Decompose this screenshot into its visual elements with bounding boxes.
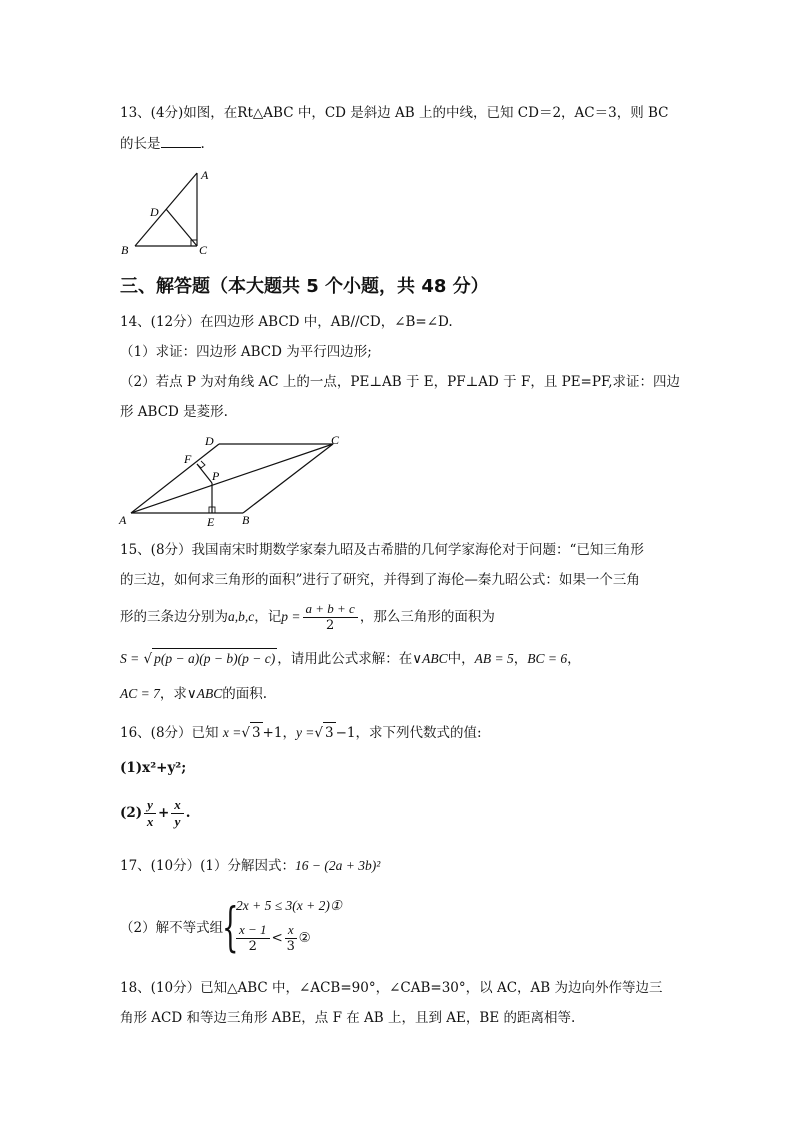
label-E: E: [207, 515, 215, 529]
y-offset: −1: [335, 725, 356, 741]
label-D: D: [205, 434, 214, 448]
plus-sign: +: [157, 805, 170, 821]
factor-expression: 16 − (2a + 3b)²: [294, 858, 381, 873]
q15-line5: [120, 684, 267, 704]
q14-part1: （1）求证：四边形 ABCD 为平行四边形;: [120, 344, 372, 360]
q14-part2-line1: （2）若点 P 为对角线 AC 上的一点，PE⊥AB 于 E，PF⊥AD 于 F，且 PE=PF,求证：四边: [120, 374, 681, 390]
label-C: C: [331, 433, 340, 447]
q15-line3-end: ，那么三角形的面积为: [359, 609, 495, 625]
q13-line2: [120, 133, 205, 154]
fraction-y-over-x: [144, 797, 156, 830]
q16-line1: [120, 722, 482, 743]
label-P: P: [212, 469, 220, 483]
q16-part2-label: (2): [120, 805, 143, 821]
q15-line5-mid: ，求: [159, 686, 187, 702]
sqrt-symbol: √: [143, 651, 153, 667]
q15-line5-end: 的面积.: [222, 686, 268, 702]
p-def: p =: [281, 609, 301, 624]
inequality-2: [234, 922, 311, 955]
label-F: F: [184, 452, 192, 466]
system-brace: {: [222, 898, 239, 958]
q15-line4-sep: ，: [513, 651, 528, 667]
area-S: S =: [120, 651, 140, 666]
q16-line1-text: 16、(8分）已知: [120, 725, 219, 741]
q14-part2-line2: 形 ABCD 是菱形.: [120, 404, 228, 420]
q16-line1-end: ，求下列代数式的值:: [355, 725, 482, 741]
q15-line3: [120, 600, 495, 634]
triangle-abc-2: ∨ABC: [186, 686, 223, 701]
ineq2-denominator-right: 3: [286, 939, 295, 954]
inequality-1: 2x + 5 ≤ 3(x + 2)①: [236, 898, 342, 913]
q16-part2: [120, 795, 190, 831]
q15-line4: [120, 648, 581, 669]
fraction-x-over-y: [171, 797, 184, 830]
q15-line4-text: ，请用此公式求解：在: [277, 651, 413, 667]
q16-sep: ，: [282, 725, 296, 741]
q17-part2-label: （2）解不等式组: [120, 920, 224, 936]
q15-line4-mid: 中，: [447, 651, 475, 667]
label-B: B: [121, 243, 129, 257]
ineq2-mark: ②: [298, 930, 311, 946]
q18-line2: 角形 ACD 和等边三角形 ABE，点 F 在 AB 上，且到 AE，BE 的距离相等.: [120, 1010, 576, 1026]
q14-line1: 14、(12分）在四边形 ABCD 中，AB//CD，∠B=∠D.: [120, 314, 453, 330]
q13-triangle-figure: [115, 165, 225, 260]
sqrt-symbol: √: [241, 725, 250, 741]
q15-line4-end: ，: [567, 651, 581, 667]
answer-blank: [161, 133, 201, 148]
p-fraction: [303, 601, 358, 634]
label-A: A: [119, 513, 127, 527]
q13-line2-text: 的长是: [120, 136, 161, 152]
sqrt-symbol: √: [314, 725, 324, 741]
edge-AD: [131, 444, 219, 513]
edge-BC: [243, 444, 333, 513]
p-denominator: 2: [326, 618, 335, 633]
heron-radicand: p(p − a)(p − b)(p − c): [152, 648, 277, 669]
denominator-y: y: [174, 814, 181, 829]
numerator-y: y: [144, 797, 156, 814]
q18-line1: 18、(10分）已知△ABC 中，∠ACB=90°，∠CAB=30°，以 AC，AB 为边向外作等边三: [120, 980, 663, 996]
q17-line1-text: 17、(10分）(1）分解因式：: [120, 858, 295, 874]
right-angle-mark-F: [197, 461, 205, 468]
section-3-title: 三、解答题（本大题共 5 个小题，共 48 分）: [120, 276, 489, 297]
y-radicand: 3: [323, 722, 336, 743]
q14-rhombus-figure: [115, 430, 355, 530]
ac-value: AC = 7: [120, 686, 160, 701]
q13-line2-end: .: [200, 136, 205, 152]
triangle-abc: ∨ABC: [412, 651, 448, 666]
x-def: x =: [222, 725, 242, 740]
q15-line3-mid: ，记: [254, 609, 282, 625]
label-B: B: [242, 513, 250, 527]
ineq2-fraction-left: [236, 922, 270, 955]
q15-line2: 的三边，如何求三角形的面积”进行了研究，并得到了海伦—秦九昭公式：如果一个三角: [120, 572, 640, 588]
ineq2-fraction-right: [285, 922, 297, 955]
side-vars: a,b,c: [228, 609, 255, 624]
denominator-x: x: [146, 814, 154, 829]
diagonal-AC: [131, 444, 333, 513]
less-than-sign: <: [271, 930, 283, 946]
q15-line1: 15、(8分）我国南宋时期数学家秦九昭及古希腊的几何学家海伦对于问题：“已知三角形: [120, 542, 644, 558]
q17-line1: [120, 856, 380, 876]
label-C: C: [199, 243, 208, 257]
ineq2-numerator-right: x: [285, 922, 297, 939]
label-A: A: [201, 168, 209, 182]
ineq2-denominator-left: 2: [248, 939, 257, 954]
x-offset: +1: [262, 725, 283, 741]
p-numerator: a + b + c: [303, 601, 358, 618]
q13-line1: 13、(4分)如图，在Rt△ABC 中，CD 是斜边 AB 上的中线，已知 CD＝2，AC＝3，则 BC: [120, 105, 669, 121]
x-radicand: 3: [250, 722, 263, 743]
label-D: D: [150, 205, 159, 219]
numerator-x: x: [171, 797, 184, 814]
ab-value: AB = 5: [474, 651, 514, 666]
q15-line3-text: 形的三条边分别为: [120, 609, 228, 625]
y-def: y =: [295, 725, 315, 740]
ineq2-numerator-left: x − 1: [236, 922, 270, 939]
q16-part1: (1)x²+y²;: [120, 760, 187, 776]
bc-value: BC = 6: [527, 651, 568, 666]
q16-part2-end: .: [185, 805, 191, 821]
